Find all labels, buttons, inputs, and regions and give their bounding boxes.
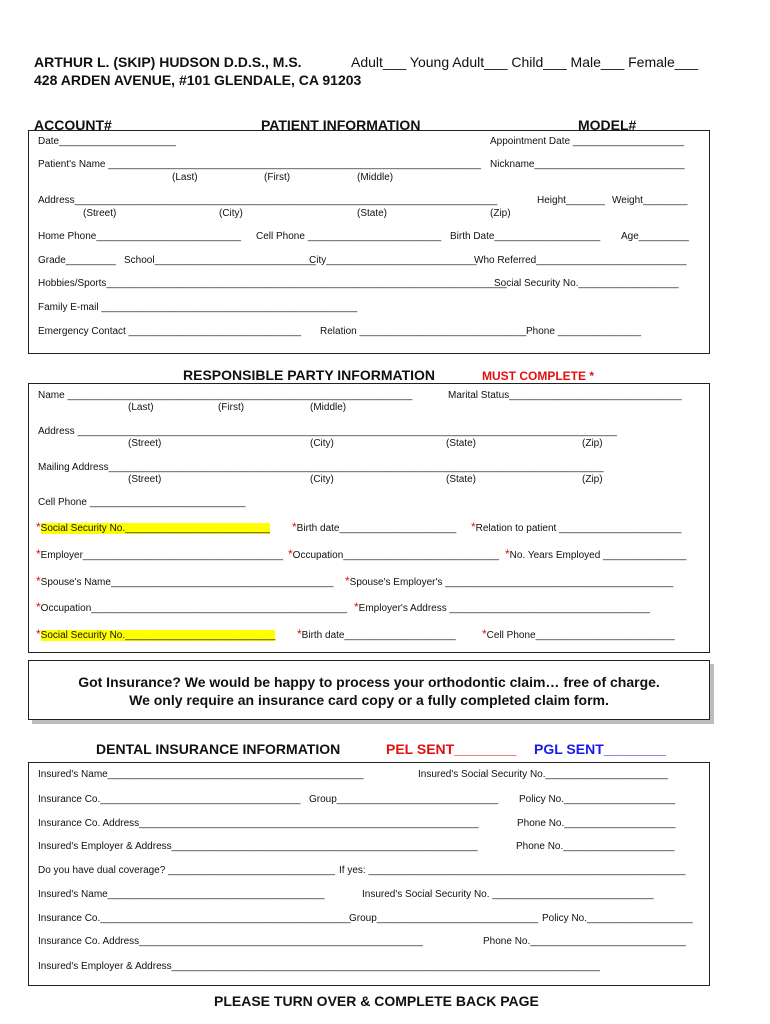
insured-employer-phone-field[interactable]: Phone No.____________________ <box>516 841 675 852</box>
relation-to-patient-field[interactable]: *Relation to patient ______________________ <box>471 520 682 534</box>
rp-sub-city: (City) <box>310 438 334 449</box>
date-field[interactable]: Date_____________________ <box>38 136 176 147</box>
required-asterisk: * <box>297 627 302 641</box>
pgl-sent-label: PGL SENT________ <box>534 741 667 757</box>
insured-employer-address-field[interactable]: Insured's Employer & Address_______________________________________________________ <box>38 841 478 852</box>
required-asterisk: * <box>36 520 41 534</box>
pel-sent-label: PEL SENT________ <box>386 741 517 757</box>
patient-category-options: Adult___ Young Adult___ Child___ Male___ Female___ <box>351 54 699 70</box>
sub-label-street: (Street) <box>83 208 117 219</box>
secondary-insured-name-field[interactable]: Insured's Name_______________________________________ <box>38 889 325 900</box>
mail-sub-zip: (Zip) <box>582 474 603 485</box>
required-asterisk: * <box>292 520 297 534</box>
mail-sub-city: (City) <box>310 474 334 485</box>
occupation-field[interactable]: *Occupation____________________________ <box>288 547 499 561</box>
marital-status-field[interactable]: Marital Status_______________________________ <box>448 390 682 401</box>
insurance-address-field[interactable]: Insurance Co. Address_____________________________________________________________ <box>38 818 479 829</box>
age-field[interactable]: Age_________ <box>621 231 689 242</box>
spouse-employer-field[interactable]: *Spouse's Employer's _________________________________________ <box>345 574 674 588</box>
required-asterisk: * <box>36 547 41 561</box>
rp-sub-street: (Street) <box>128 438 162 449</box>
sub-label-zip: (Zip) <box>490 208 511 219</box>
patient-name-field[interactable]: Patient's Name ___________________________________________________________________ <box>38 159 481 170</box>
required-asterisk: * <box>505 547 510 561</box>
spouse-name-field[interactable]: *Spouse's Name________________________________________ <box>36 574 334 588</box>
grade-field[interactable]: Grade_________ <box>38 255 116 266</box>
birth-date-field[interactable]: Birth Date___________________ <box>450 231 601 242</box>
sub-label-middle: (Middle) <box>357 172 394 183</box>
rp-sub-state: (State) <box>446 438 477 449</box>
employer-field[interactable]: *Employer____________________________________ <box>36 547 284 561</box>
cell-phone-field[interactable]: Cell Phone ________________________ <box>256 231 442 242</box>
secondary-policy-no-field[interactable]: Policy No.___________________ <box>542 913 693 924</box>
required-asterisk: * <box>36 574 41 588</box>
mail-sub-street: (Street) <box>128 474 162 485</box>
rp-birth-date-field[interactable]: *Birth date_____________________ <box>292 520 457 534</box>
model-number-label: MODEL# <box>578 117 637 133</box>
years-employed-field[interactable]: *No. Years Employed _______________ <box>505 547 687 561</box>
hobbies-field[interactable]: Hobbies/Sports________________________________________________________________________ <box>38 278 507 289</box>
emergency-contact-field[interactable]: Emergency Contact _______________________________ <box>38 326 302 337</box>
footer-instruction: PLEASE TURN OVER & COMPLETE BACK PAGE <box>214 993 539 1009</box>
weight-field[interactable]: Weight________ <box>612 195 688 206</box>
required-asterisk: * <box>345 574 350 588</box>
secondary-insurance-address-field[interactable]: Insurance Co. Address___________________________________________________ <box>38 936 423 947</box>
emergency-phone-field[interactable]: Phone _______________ <box>526 326 642 337</box>
rp-ssn-field[interactable]: *Social Security No.__________________________ <box>36 520 270 534</box>
rp-name-field[interactable]: Name ______________________________________________________________ <box>38 390 413 401</box>
rp-sub-middle: (Middle) <box>310 402 347 413</box>
spouse-cell-phone-field[interactable]: *Cell Phone_________________________ <box>482 627 675 641</box>
insured-name-field[interactable]: Insured's Name______________________________________________ <box>38 769 364 780</box>
insurance-co-field[interactable]: Insurance Co.____________________________________ <box>38 794 301 805</box>
rp-sub-last: (Last) <box>128 402 154 413</box>
sub-label-state: (State) <box>357 208 388 219</box>
family-email-field[interactable]: Family E-mail ______________________________________________ <box>38 302 358 313</box>
mail-sub-state: (State) <box>446 474 477 485</box>
insurance-banner <box>28 660 710 720</box>
relation-field[interactable]: Relation ______________________________ <box>320 326 527 337</box>
secondary-insurance-phone-field[interactable]: Phone No.____________________________ <box>483 936 686 947</box>
appointment-date-field[interactable]: Appointment Date ____________________ <box>490 136 685 147</box>
dental-insurance-heading: DENTAL INSURANCE INFORMATION <box>96 741 341 757</box>
spouse-occupation-field[interactable]: *Occupation______________________________________________ <box>36 600 348 614</box>
sub-label-first: (First) <box>264 172 291 183</box>
patient-info-heading: PATIENT INFORMATION <box>261 117 421 133</box>
banner-line-1: Got Insurance? We would be happy to process your orthodontic claim… free of charge. <box>78 674 660 690</box>
ssn-field[interactable]: Social Security No.__________________ <box>494 278 679 289</box>
secondary-group-field[interactable]: Group_____________________________ <box>349 913 539 924</box>
policy-no-field[interactable]: Policy No.____________________ <box>519 794 676 805</box>
responsible-party-heading: RESPONSIBLE PARTY INFORMATION <box>183 367 436 383</box>
doctor-name: ARTHUR L. (SKIP) HUDSON D.D.S., M.S. <box>34 54 302 70</box>
address-field[interactable]: Address____________________________________________________________________________ <box>38 195 498 206</box>
spouse-ssn-field[interactable]: *Social Security No.___________________________ <box>36 627 276 641</box>
secondary-insurance-co-field[interactable]: Insurance Co._____________________________________________ <box>38 913 351 924</box>
insured-ssn-field[interactable]: Insured's Social Security No.______________________ <box>418 769 668 780</box>
secondary-employer-address-field[interactable]: Insured's Employer & Address_____________________________________________________________________________ <box>38 961 600 972</box>
required-asterisk: * <box>36 600 41 614</box>
height-field[interactable]: Height_______ <box>537 195 605 206</box>
required-asterisk: * <box>471 520 476 534</box>
office-address: 428 ARDEN AVENUE, #101 GLENDALE, CA 91203 <box>34 72 362 88</box>
mailing-address-field[interactable]: Mailing Address_________________________________________________________________________________________ <box>38 462 604 473</box>
required-asterisk: * <box>288 547 293 561</box>
who-referred-field[interactable]: Who Referred___________________________ <box>474 255 687 266</box>
must-complete-note: MUST COMPLETE * <box>482 369 595 383</box>
nickname-field[interactable]: Nickname___________________________ <box>490 159 685 170</box>
banner-line-2: We only require an insurance card copy or a fully completed claim form. <box>129 692 609 708</box>
rp-sub-zip: (Zip) <box>582 438 603 449</box>
home-phone-field[interactable]: Home Phone__________________________ <box>38 231 241 242</box>
rp-cell-phone-field[interactable]: Cell Phone ____________________________ <box>38 497 246 508</box>
insurance-phone-field[interactable]: Phone No.____________________ <box>517 818 676 829</box>
city-field[interactable]: City___________________________ <box>309 255 477 266</box>
secondary-insured-ssn-field[interactable]: Insured's Social Security No. _____________________________ <box>362 889 654 900</box>
spouse-birth-date-field[interactable]: *Birth date____________________ <box>297 627 456 641</box>
sub-label-city: (City) <box>219 208 243 219</box>
required-asterisk: * <box>36 627 41 641</box>
dual-coverage-field[interactable]: Do you have dual coverage? ______________________________ <box>38 865 335 876</box>
rp-address-field[interactable]: Address _________________________________________________________________________________________________ <box>38 426 617 437</box>
school-field[interactable]: School_____________________________ <box>124 255 316 266</box>
rp-sub-first: (First) <box>218 402 245 413</box>
if-yes-field[interactable]: If yes: _________________________________________________________ <box>339 865 686 876</box>
employers-address-field[interactable]: *Employer's Address ____________________________________ <box>354 600 650 614</box>
required-asterisk: * <box>354 600 359 614</box>
account-number-label: ACCOUNT# <box>34 117 112 133</box>
sub-label-last: (Last) <box>172 172 198 183</box>
group-field[interactable]: Group_____________________________ <box>309 794 499 805</box>
required-asterisk: * <box>482 627 487 641</box>
